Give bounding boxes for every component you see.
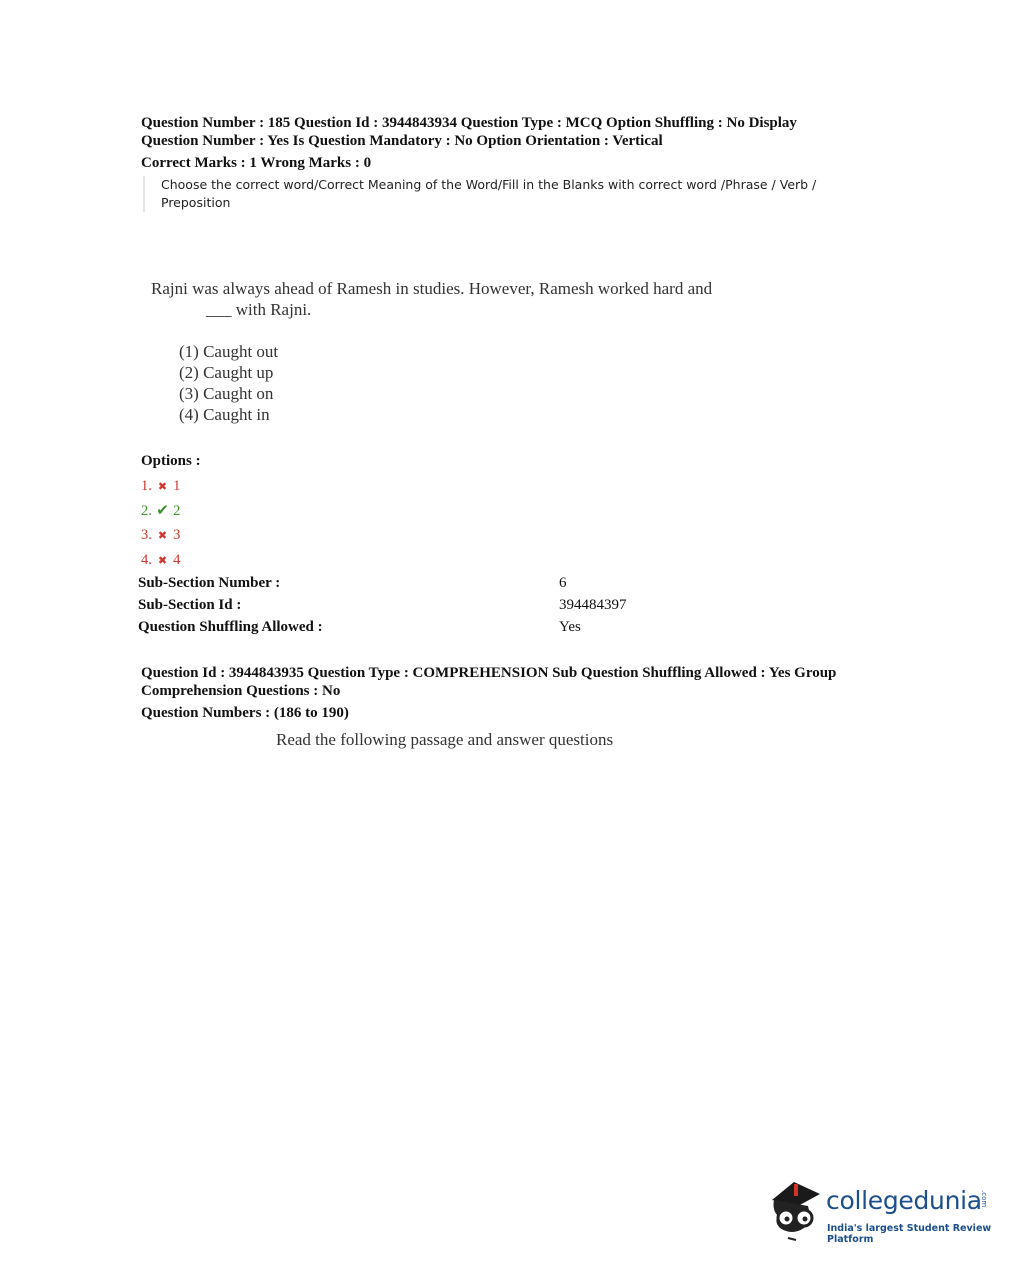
cross-icon: ✖ bbox=[157, 481, 168, 493]
option-value: 3 bbox=[173, 527, 181, 543]
option-item-2 bbox=[141, 499, 180, 523]
collegedunia-logo bbox=[764, 1176, 994, 1246]
option-number: 1. bbox=[141, 478, 152, 494]
question-marks: Correct Marks : 1 Wrong Marks : 0 bbox=[141, 155, 372, 171]
question-text-line1: Rajni was always ahead of Ramesh in studies. However, Ramesh worked hard and bbox=[151, 279, 713, 298]
choice-item: (3) Caught on bbox=[179, 384, 274, 403]
choice-item: (1) Caught out bbox=[179, 342, 279, 361]
logo-tagline: India's largest Student Review Platform bbox=[827, 1223, 992, 1245]
comprehension-header-line2: Comprehension Questions : No bbox=[141, 683, 341, 699]
instruction-line1: Choose the correct word/Correct Meaning of the Word/Fill in the Blanks with correct word /Phrase / Verb / bbox=[161, 177, 817, 192]
logo-name: collegedunia bbox=[826, 1186, 982, 1215]
option-number: 4. bbox=[141, 552, 152, 568]
subsection-number-value: 6 bbox=[559, 575, 567, 591]
comprehension-header-line1: Question Id : 3944843935 Question Type : COMPREHENSION Sub Question Shuffling Allowed : Yes Group bbox=[141, 665, 837, 681]
options-list bbox=[141, 474, 180, 573]
option-value: 2 bbox=[173, 503, 181, 519]
question-text-line2: ___ with Rajni. bbox=[206, 300, 312, 319]
cross-icon: ✖ bbox=[157, 555, 168, 567]
option-number: 2. bbox=[141, 503, 152, 519]
option-value: 1 bbox=[173, 478, 181, 494]
choice-item: (4) Caught in bbox=[179, 405, 270, 424]
question-shuffling-value: Yes bbox=[559, 619, 581, 635]
question-instruction bbox=[143, 176, 881, 212]
choice-item: (2) Caught up bbox=[179, 363, 274, 382]
options-label: Options : bbox=[141, 453, 201, 469]
question-header-line2: Question Number : Yes Is Question Mandatory : No Option Orientation : Vertical bbox=[141, 133, 663, 149]
option-value: 4 bbox=[173, 552, 181, 568]
option-item-3 bbox=[141, 523, 180, 548]
choice-list bbox=[179, 341, 278, 425]
question-header-line1: Question Number : 185 Question Id : 3944843934 Question Type : MCQ Option Shuffling : No Display bbox=[141, 115, 797, 131]
instruction-line2: Preposition bbox=[161, 195, 231, 210]
comprehension-question-numbers: Question Numbers : (186 to 190) bbox=[141, 705, 349, 721]
option-item-1 bbox=[141, 474, 180, 499]
cross-icon: ✖ bbox=[157, 530, 168, 542]
subsection-id-label: Sub-Section Id : bbox=[138, 597, 242, 613]
option-item-4 bbox=[141, 548, 180, 573]
subsection-id-value: 394484397 bbox=[559, 597, 627, 613]
subsection-number-label: Sub-Section Number : bbox=[138, 575, 281, 591]
option-number: 3. bbox=[141, 527, 152, 543]
mascot-icon bbox=[764, 1176, 826, 1246]
passage-intro: Read the following passage and answer questions bbox=[276, 730, 614, 749]
check-icon: ✔ bbox=[156, 503, 169, 519]
question-shuffling-label: Question Shuffling Allowed : bbox=[138, 619, 323, 635]
logo-suffix: .com bbox=[980, 1190, 988, 1208]
